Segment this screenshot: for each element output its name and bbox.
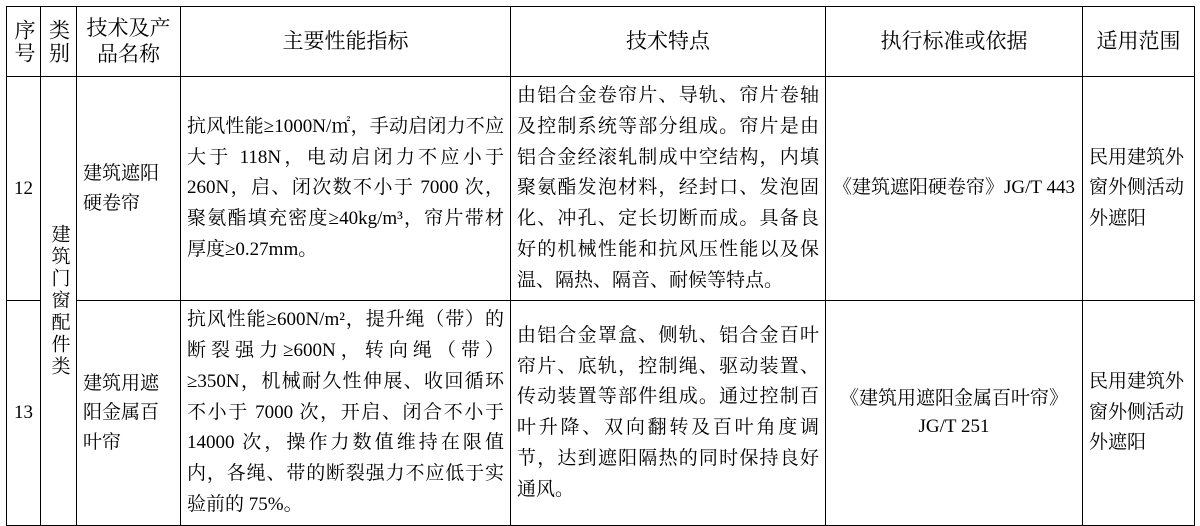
cell-standard: 《建筑用遮阳金属百叶帘》JG/T 251: [826, 301, 1083, 525]
column-header-product-name: [77, 7, 181, 77]
cell-standard: 《建筑遮阳硬卷帘》JG/T 443: [826, 77, 1083, 301]
cell-performance: 抗风性能≥600N/m²，提升绳（带）的断裂强力≥600N，转向绳（带）≥350N，机械耐久性伸展、收回循环不小于 7000 次，开启、闭合不小于 14000 次，操作力数值维持在限值内，各绳、带的断裂强力不应低于实验前的 75%。: [181, 301, 511, 525]
column-header-features-label: 技术特点: [626, 28, 710, 53]
column-header-scope: [1083, 7, 1195, 77]
column-header-performance-label: 主要性能指标: [282, 28, 409, 53]
table-row: [7, 77, 1195, 301]
column-header-standard: [826, 7, 1083, 77]
header-row: [7, 7, 1195, 77]
column-header-features: [511, 7, 826, 77]
cell-features: 由铝合金卷帘片、导轨、帘片卷轴及控制系统等部分组成。帘片是由铝合金经滚轧制成中空结构，内填聚氨酯发泡材料，经封口、发泡固化、冲孔、定长切断而成。具备良好的机械性能和抗风压性能以及保温、隔热、隔音、耐候等特点。: [511, 77, 826, 301]
cell-features: 由铝合金罩盒、侧轨、铝合金百叶帘片、底轨，控制绳、驱动装置、传动装置等部件组成。通过控制百叶升降、双向翻转及百叶角度调节，达到遮阳隔热的同时保持良好通风。: [511, 301, 826, 525]
table-header: [7, 7, 1195, 77]
cell-seq: 13: [7, 301, 41, 525]
cell-scope: 民用建筑外窗外侧活动外遮阳: [1083, 77, 1195, 301]
column-header-seq-label: 序号: [12, 18, 37, 65]
column-header-performance: [181, 7, 511, 77]
cell-scope: 民用建筑外窗外侧活动外遮阳: [1083, 301, 1195, 525]
cell-seq: 12: [7, 77, 41, 301]
cell-performance: 抗风性能≥1000N/㎡，手动启闭力不应大于 118N，电动启闭力不应小于 260N，启、闭次数不小于 7000 次，聚氨酯填充密度≥40kg/m³，帘片带材厚度≥0.27mm。: [181, 77, 511, 301]
category-group-label: 建筑门窗配件类: [48, 223, 70, 378]
cell-product-name: 建筑用遮阳金属百叶帘: [77, 301, 181, 525]
column-header-seq: [7, 7, 41, 77]
column-header-scope-label: 适用范围: [1096, 28, 1181, 53]
column-header-category-label: 类别: [46, 18, 71, 65]
table-body: [7, 77, 1195, 526]
cell-category-group: [41, 77, 77, 526]
table-row: [7, 301, 1195, 525]
specification-table: [6, 6, 1195, 526]
column-header-category: [41, 7, 77, 77]
cell-product-name: 建筑遮阳硬卷帘: [77, 77, 181, 301]
column-header-standard-label: 执行标准或依据: [880, 28, 1028, 53]
column-header-product-name-label: 技术及产品名称: [86, 15, 171, 66]
